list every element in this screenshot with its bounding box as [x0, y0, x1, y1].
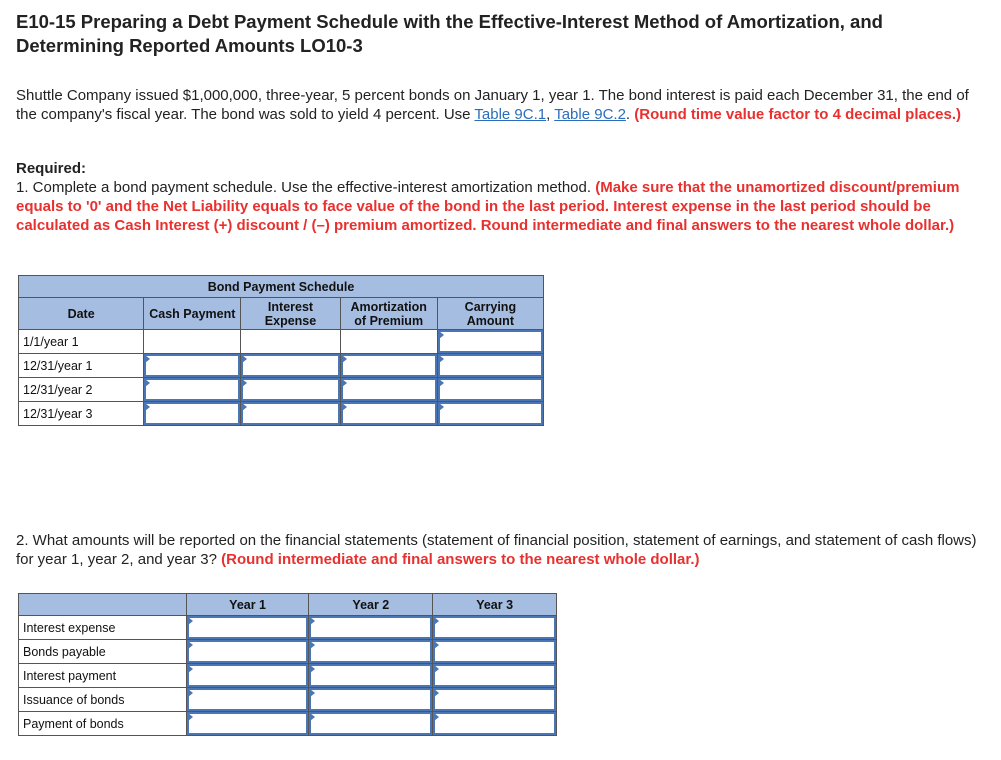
- input-marker-icon: [310, 665, 315, 673]
- cash-payment-cell: [144, 378, 241, 402]
- year-3-cell: [433, 640, 557, 664]
- required-section: [16, 159, 981, 235]
- empty-cell: [340, 330, 437, 354]
- year-2-cell: [309, 616, 433, 640]
- input-marker-icon: [434, 689, 439, 697]
- amortization-input[interactable]: [341, 402, 437, 425]
- question-2-text: 2. What amounts will be reported on the financial statements (statement of financial position, statement of earnings, and statement of cash flows) for year 1, year 2, and year 3?: [16, 532, 977, 568]
- table-9c2-link[interactable]: Table 9C.2: [554, 106, 626, 123]
- cash-payment-cell: [144, 354, 241, 378]
- financial-statements-table: [18, 593, 557, 736]
- interest-payment-year-2-input[interactable]: [309, 664, 432, 687]
- interest-expense-input[interactable]: [241, 378, 339, 401]
- year-2-cell: [309, 640, 433, 664]
- table-row: [19, 640, 557, 664]
- amortization-header-line-1: Amortization: [350, 299, 427, 314]
- table-row: [19, 616, 557, 640]
- year-1-cell: [186, 664, 309, 688]
- input-marker-icon: [188, 689, 193, 697]
- empty-cell: [144, 330, 241, 354]
- interest-expense-input[interactable]: [241, 354, 339, 377]
- amortization-input[interactable]: [341, 354, 437, 377]
- input-marker-icon: [439, 331, 444, 339]
- empty-cell: [241, 330, 340, 354]
- table-row: [19, 688, 557, 712]
- carrying-amount-input[interactable]: [438, 402, 543, 425]
- question-2-paragraph: [16, 531, 981, 569]
- year-2-cell: [309, 664, 433, 688]
- year-1-cell: [186, 616, 309, 640]
- table-row: [19, 664, 557, 688]
- intro-text: Shuttle Company issued $1,000,000, three-year, 5 percent bonds on January 1, year 1. The bond interest is paid each December 31, the end of the company's fiscal year. The bond was sold to yield 4 percent. Use: [16, 87, 969, 123]
- input-marker-icon: [145, 379, 150, 387]
- interest-expense-year-3-input[interactable]: [433, 616, 556, 639]
- input-marker-icon: [342, 403, 347, 411]
- year-1-cell: [186, 712, 309, 736]
- payment-of-bonds-year-3-input[interactable]: [433, 712, 556, 735]
- issuance-of-bonds-year-2-input[interactable]: [309, 688, 432, 711]
- input-marker-icon: [310, 689, 315, 697]
- row-label: Bonds payable: [19, 640, 187, 664]
- bond-payment-schedule-table: [18, 275, 544, 426]
- title-line-1: E10-15 Preparing a Debt Payment Schedule with the Effective-Interest Method of Amortization, and: [16, 11, 883, 32]
- input-marker-icon: [439, 379, 444, 387]
- question-1-instructions: (Make sure that the unamortized discount/premium equals to '0' and the Net Liability equals to face value of the bond in the last period. Interest expense in the last period should be calculated as Cash Interest (+) discount / (–) premium amortized. Round intermediate and final answers to the nearest whole dollar.): [16, 179, 960, 234]
- year-3-cell: [433, 664, 557, 688]
- input-marker-icon: [310, 617, 315, 625]
- cash-payment-cell: [144, 402, 241, 426]
- interest-expense-cell: [241, 402, 340, 426]
- carrying-header-line-2: Amount: [466, 313, 514, 328]
- cash-payment-input[interactable]: [144, 402, 240, 425]
- row-label: 12/31/year 3: [19, 402, 144, 426]
- input-marker-icon: [439, 403, 444, 411]
- interest-expense-cell: [241, 354, 340, 378]
- input-marker-icon: [242, 379, 247, 387]
- input-marker-icon: [188, 713, 193, 721]
- col-amortization-header: [340, 298, 437, 330]
- row-label: Interest expense: [19, 616, 187, 640]
- intro-period: .: [625, 106, 635, 123]
- col-interest-expense-header: [241, 298, 340, 330]
- amortization-header-line-2: of Premium: [354, 313, 424, 328]
- input-marker-icon: [188, 641, 193, 649]
- row-label: Payment of bonds: [19, 712, 187, 736]
- bonds-payable-year-2-input[interactable]: [309, 640, 432, 663]
- blank-header: [19, 594, 187, 616]
- year-1-cell: [186, 640, 309, 664]
- interest-expense-cell: [241, 378, 340, 402]
- input-marker-icon: [242, 355, 247, 363]
- schedule-caption: Bond Payment Schedule: [19, 276, 544, 298]
- carrying-amount-input[interactable]: [438, 330, 543, 353]
- cash-payment-input[interactable]: [144, 354, 240, 377]
- input-marker-icon: [342, 355, 347, 363]
- carrying-amount-cell: [437, 402, 543, 426]
- issuance-of-bonds-year-3-input[interactable]: [433, 688, 556, 711]
- question-1-text: 1. Complete a bond payment schedule. Use the effective-interest amortization method.: [16, 179, 596, 196]
- table-row: [19, 354, 544, 378]
- year-2-cell: [309, 712, 433, 736]
- input-marker-icon: [434, 713, 439, 721]
- row-label: 12/31/year 2: [19, 378, 144, 402]
- col-year-2-header: Year 2: [309, 594, 433, 616]
- intro-paragraph: [16, 86, 981, 124]
- table-row: [19, 402, 544, 426]
- link-separator: ,: [546, 106, 555, 123]
- interest-header-line-2: Expense: [264, 313, 317, 328]
- input-marker-icon: [439, 355, 444, 363]
- carrying-amount-cell: [437, 330, 543, 354]
- input-marker-icon: [434, 665, 439, 673]
- input-marker-icon: [188, 617, 193, 625]
- col-year-1-header: Year 1: [186, 594, 309, 616]
- table-row: [19, 378, 544, 402]
- input-marker-icon: [188, 665, 193, 673]
- payment-of-bonds-year-2-input[interactable]: [309, 712, 432, 735]
- input-marker-icon: [242, 403, 247, 411]
- row-label: Issuance of bonds: [19, 688, 187, 712]
- input-marker-icon: [434, 617, 439, 625]
- bonds-payable-year-3-input[interactable]: [433, 640, 556, 663]
- input-marker-icon: [434, 641, 439, 649]
- input-marker-icon: [145, 403, 150, 411]
- input-marker-icon: [310, 713, 315, 721]
- input-marker-icon: [342, 379, 347, 387]
- col-cash-payment-header: Cash Payment: [144, 298, 241, 330]
- input-marker-icon: [310, 641, 315, 649]
- col-year-3-header: Year 3: [433, 594, 557, 616]
- rounding-note: (Round time value factor to 4 decimal places.): [634, 106, 962, 123]
- table-row: [19, 712, 557, 736]
- interest-payment-year-3-input[interactable]: [433, 664, 556, 687]
- year-3-cell: [433, 688, 557, 712]
- required-heading: Required:: [16, 160, 87, 177]
- carrying-amount-input[interactable]: [438, 378, 543, 401]
- year-1-cell: [186, 688, 309, 712]
- interest-payment-year-1-input[interactable]: [187, 664, 309, 687]
- question-2-instructions: (Round intermediate and final answers to the nearest whole dollar.): [221, 551, 700, 568]
- table-9c1-link[interactable]: Table 9C.1: [474, 106, 547, 123]
- interest-expense-year-1-input[interactable]: [187, 616, 309, 639]
- row-label: 12/31/year 1: [19, 354, 144, 378]
- table-row: [19, 330, 544, 354]
- issuance-of-bonds-year-1-input[interactable]: [187, 688, 309, 711]
- input-marker-icon: [145, 355, 150, 363]
- carrying-header-line-1: Carrying: [464, 299, 517, 314]
- exercise-title: [16, 10, 986, 58]
- amortization-input[interactable]: [341, 378, 437, 401]
- cash-payment-input[interactable]: [144, 378, 240, 401]
- payment-of-bonds-year-1-input[interactable]: [187, 712, 309, 735]
- amortization-cell: [340, 354, 437, 378]
- bonds-payable-year-1-input[interactable]: [187, 640, 309, 663]
- title-line-2: Determining Reported Amounts LO10-3: [16, 35, 363, 56]
- col-date-header: Date: [19, 298, 144, 330]
- interest-expense-input[interactable]: [241, 402, 339, 425]
- amortization-cell: [340, 402, 437, 426]
- interest-header-line-1: Interest: [267, 299, 314, 314]
- year-2-cell: [309, 688, 433, 712]
- carrying-amount-cell: [437, 378, 543, 402]
- interest-expense-year-2-input[interactable]: [309, 616, 432, 639]
- carrying-amount-cell: [437, 354, 543, 378]
- row-label: 1/1/year 1: [19, 330, 144, 354]
- amortization-cell: [340, 378, 437, 402]
- year-3-cell: [433, 712, 557, 736]
- carrying-amount-input[interactable]: [438, 354, 543, 377]
- year-3-cell: [433, 616, 557, 640]
- row-label: Interest payment: [19, 664, 187, 688]
- col-carrying-amount-header: [437, 298, 543, 330]
